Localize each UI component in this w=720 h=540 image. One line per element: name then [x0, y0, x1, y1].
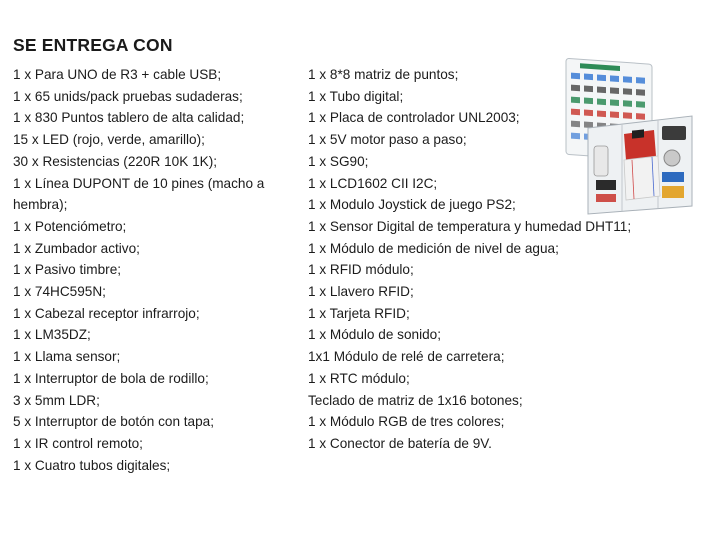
list-item: 1 x 5V motor paso a paso; [308, 132, 467, 148]
list-item: 30 x Resistencias (220R 10K 1K); [13, 153, 218, 169]
list-item: Teclado de matriz de 1x16 botones; [308, 392, 523, 408]
list-item: 1 x Módulo de medición de nivel de agua; [308, 240, 559, 256]
list-item: 1 x 65 unids/pack pruebas sudaderas; [13, 88, 243, 104]
list-item: 1 x Para UNO de R3 + cable USB; [13, 67, 222, 82]
list-item: 1x1 Módulo de relé de carretera; [308, 349, 505, 365]
list-item: 1 x Conector de batería de 9V. [308, 435, 492, 451]
list-item: 1 x 8*8 matriz de puntos; [308, 67, 459, 82]
list-item: 5 x Interruptor de botón con tapa; [13, 414, 215, 430]
list-item: 1 x SG90; [308, 153, 369, 169]
list-item: 1 x Línea DUPONT de 10 pines (macho a [13, 175, 265, 191]
list-item: 1 x Potenciómetro; [13, 218, 127, 234]
list-item: 3 x 5mm LDR; [13, 392, 100, 408]
starter-kit-product-image [562, 56, 694, 216]
list-item: 1 x Módulo RGB de tres colores; [308, 414, 505, 430]
list-item: 1 x LCD1602 CII I2C; [308, 175, 438, 191]
list-item: 1 x Placa de controlador UNL2003; [308, 110, 520, 126]
list-item: 1 x Modulo Joystick de juego PS2; [308, 197, 516, 213]
list-item: 1 x 830 Puntos tablero de alta calidad; [13, 110, 245, 126]
list-item: 1 x Llavero RFID; [308, 284, 414, 300]
list-item: 1 x 74HC595N; [13, 284, 106, 300]
list-item: 1 x IR control remoto; [13, 435, 143, 451]
list-item: 1 x Llama sensor; [13, 349, 121, 365]
list-item: 1 x Sensor Digital de temperatura y humedad DHT11; [308, 218, 632, 234]
list-item: 1 x Tarjeta RFID; [308, 305, 410, 321]
list-item: 1 x Interruptor de bola de rodillo; [13, 370, 209, 386]
list-item: 1 x LM35DZ; [13, 327, 91, 343]
list-item: 15 x LED (rojo, verde, amarillo); [13, 132, 205, 148]
kit-box-base [588, 116, 692, 214]
list-item: 1 x Zumbador activo; [13, 240, 140, 256]
page-heading: SE ENTREGA CON [13, 35, 173, 55]
list-item: 1 x RTC módulo; [308, 370, 410, 386]
list-item: hembra); [13, 197, 68, 213]
list-item: 1 x Tubo digital; [308, 88, 404, 104]
list-item: 1 x Pasivo timbre; [13, 262, 122, 278]
list-item: 1 x Cabezal receptor infrarrojo; [13, 305, 200, 321]
list-item: 1 x RFID módulo; [308, 262, 414, 278]
list-item: 1 x Módulo de sonido; [308, 327, 442, 343]
list-item: 1 x Cuatro tubos digitales; [13, 457, 171, 473]
item-list-left [13, 64, 303, 476]
